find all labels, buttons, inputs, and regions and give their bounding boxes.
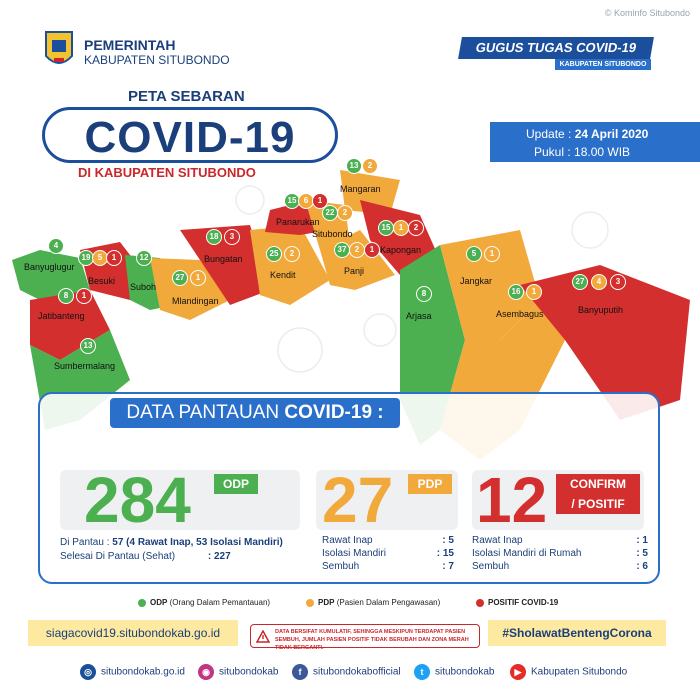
odp-line2-value: : 227: [207, 551, 231, 562]
pdp-row-label: Rawat Inap: [322, 535, 373, 546]
youtube-icon: ▶: [510, 664, 526, 680]
facebook-icon: f: [292, 664, 308, 680]
pin-besuki-odp: 19: [78, 250, 94, 266]
pin-mangaran-pdp: 2: [362, 158, 378, 174]
label-sumbermalang: Sumbermalang: [54, 361, 116, 371]
update-box: [490, 122, 700, 162]
legend-dot: [476, 599, 484, 607]
warning-text: DATA BERSIFAT KUMULATIF, SEHINGGA MESKIPUN TERDAPAT PASIEN SEMBUH, JUMLAH PASIEN POSITIF TIDAK BERUBAH DAN ZONA MERAH TIDAK BERGANTI.: [275, 629, 469, 651]
odp-number: 284: [84, 464, 191, 536]
pin-panarukan-pos: 1: [312, 193, 328, 209]
pin-jangkar-pdp: 1: [484, 246, 500, 262]
pukul-label: Pukul :: [534, 145, 571, 159]
pin-situbondo-pdp: 2: [337, 205, 353, 221]
gugus-tugas-sub: KABUPATEN SITUBONDO: [555, 59, 651, 70]
pin-asembagus-odp: 16: [508, 284, 524, 300]
pin-arjasa-odp: 8: [416, 286, 432, 302]
panel-title-plain: DATA PANTAUAN: [126, 402, 280, 423]
pin-panji-pos: 1: [364, 242, 380, 258]
pin-kapongan-pdp: 1: [393, 220, 409, 236]
label-bungatan: Bungatan: [204, 254, 243, 264]
pin-besuki-pos: 1: [106, 250, 122, 266]
pin-banyuputih-pdp: 4: [591, 274, 607, 290]
label-arjasa: Arjasa: [406, 311, 432, 321]
gov-line1: PEMERINTAH: [84, 37, 176, 53]
legend-dot: [138, 599, 146, 607]
legend-pdp: [306, 598, 440, 607]
globe-icon: ◎: [80, 664, 96, 680]
legend-positif: [476, 598, 558, 607]
pdp-row: [322, 560, 454, 573]
pdp-row-label: Sembuh: [322, 561, 360, 572]
pin-mangaran-odp: 13: [346, 158, 362, 174]
data-panel-title: [110, 398, 400, 428]
social-label: situbondokab.go.id: [101, 666, 185, 678]
pdp-stats: [322, 534, 454, 573]
pdp-row-value: : 15: [436, 548, 454, 559]
label-jangkar: Jangkar: [460, 276, 493, 286]
pdp-row: [322, 547, 454, 560]
twitter-icon: t: [414, 664, 430, 680]
pukul-time: 18.00 WIB: [574, 145, 631, 159]
title-peta: PETA SEBARAN: [128, 88, 245, 105]
odp-line2: [60, 550, 231, 563]
legend-key: ODP: [150, 598, 168, 607]
confirm-row: [472, 560, 648, 573]
pdp-row-label: Isolasi Mandiri: [322, 548, 386, 559]
pin-panji-pdp: 2: [349, 242, 365, 258]
label-kapongan: Kapongan: [380, 245, 422, 255]
pin-mlandingan-pdp: 1: [190, 270, 206, 286]
confirm-tag: CONFIRM: [556, 474, 640, 494]
odp-line1-label: Di Pantau :: [60, 537, 110, 548]
pin-jangkar-odp: 5: [466, 246, 482, 262]
confirm-row: [472, 534, 648, 547]
regency-logo: [44, 30, 74, 70]
label-panarukan: Panarukan: [276, 217, 320, 227]
social-label: situbondokabofficial: [313, 666, 401, 678]
legend-odp: [138, 598, 270, 607]
odp-line1-value: 57 (4 Rawat Inap, 53 Isolasi Mandiri): [112, 537, 283, 548]
pin-banyuputih-odp: 27: [572, 274, 588, 290]
pdp-number: 27: [322, 464, 394, 536]
label-banyuglugur: Banyuglugur: [24, 262, 75, 272]
pin-besuki-pdp: 5: [92, 250, 108, 266]
pin-suboh-odp: 12: [136, 250, 152, 266]
label-suboh: Suboh: [130, 282, 157, 292]
social-label: situbondokab: [219, 666, 279, 678]
social-twitter[interactable]: [414, 664, 495, 681]
social-youtube[interactable]: [510, 664, 627, 681]
pin-jatibanteng-odp: 8: [58, 288, 74, 304]
instagram-icon: ◉: [198, 664, 214, 680]
confirm-stats: [472, 534, 648, 573]
legend-key: POSITIF COVID-19: [488, 598, 559, 607]
pin-situbondo-odp: 22: [322, 205, 338, 221]
confirm-row-label: Sembuh: [472, 561, 510, 572]
pin-mlandingan-odp: 27: [172, 270, 188, 286]
label-situbondo: Situbondo: [312, 229, 353, 239]
confirm-row: [472, 547, 648, 560]
pin-kendit-odp: 25: [266, 246, 282, 262]
social-facebook[interactable]: [292, 664, 401, 681]
label-mlandingan: Mlandingan: [172, 296, 219, 306]
pin-panji-odp: 37: [334, 242, 350, 258]
gov-line2: KABUPATEN SITUBONDO: [84, 53, 230, 67]
odp-tag: ODP: [214, 474, 258, 494]
confirm-number: 12: [476, 464, 548, 536]
confirm-row-label: Rawat Inap: [472, 535, 523, 546]
legend-desc: (Orang Dalam Pemantauan): [169, 598, 271, 607]
confirm-tag2: / POSITIF: [556, 494, 640, 514]
pin-jatibanteng-pos: 1: [76, 288, 92, 304]
confirm-row-value: : 1: [636, 535, 648, 546]
pin-panarukan-pdp: 6: [298, 193, 314, 209]
pdp-row: [322, 534, 454, 547]
title-covid: COVID-19: [42, 107, 338, 163]
title-di: DI KABUPATEN SITUBONDO: [78, 165, 256, 180]
pin-kapongan-pos: 2: [408, 220, 424, 236]
pdp-row-value: : 5: [442, 535, 454, 546]
label-banyuputih: Banyuputih: [578, 305, 624, 315]
pin-kapongan-odp: 15: [378, 220, 394, 236]
website-url[interactable]: siagacovid19.situbondokab.go.id: [28, 620, 238, 646]
pin-banyuputih-pos: 3: [610, 274, 626, 290]
social-website[interactable]: [80, 664, 185, 681]
legend-key: PDP: [318, 598, 335, 607]
label-mangaran: Mangaran: [340, 184, 381, 194]
pin-kendit-pdp: 2: [284, 246, 300, 262]
social-label: situbondokab: [435, 666, 495, 678]
label-besuki: Besuki: [88, 276, 116, 286]
social-label: Kabupaten Situbondo: [531, 666, 628, 678]
social-instagram[interactable]: [198, 664, 279, 681]
panel-title-bold: COVID-19 :: [284, 402, 384, 423]
gugus-tugas-banner: GUGUS TUGAS COVID-19: [458, 37, 654, 59]
label-jatibanteng: Jatibanteng: [38, 311, 85, 321]
confirm-row-value: : 6: [636, 561, 648, 572]
confirm-row-label: Isolasi Mandiri di Rumah: [472, 548, 582, 559]
pdp-tag: PDP: [408, 474, 452, 494]
odp-line1: [60, 536, 283, 549]
hashtag: #SholawatBentengCorona: [488, 620, 666, 646]
credit-text: © Kominfo Situbondo: [604, 8, 690, 18]
label-panji: Panji: [344, 266, 365, 276]
label-asembagus: Asembagus: [496, 309, 544, 319]
pin-banyuglugur-odp: 4: [48, 238, 64, 254]
confirm-row-value: : 5: [636, 548, 648, 559]
cumulative-warning: [250, 624, 480, 651]
pin-sumbermalang-odp: 13: [80, 338, 96, 354]
pdp-row-value: : 7: [442, 561, 454, 572]
update-label: Update :: [526, 127, 572, 141]
warning-icon: [256, 630, 270, 643]
label-kendit: Kendit: [270, 270, 296, 280]
legend-dot: [306, 599, 314, 607]
legend-desc: (Pasien Dalam Pengawasan): [336, 598, 441, 607]
odp-line2-label: Selesai Di Pantau (Sehat): [60, 551, 176, 562]
pin-asembagus-pdp: 1: [526, 284, 542, 300]
pin-panarukan-odp: 15: [284, 193, 300, 209]
pin-bungatan-pos: 3: [224, 229, 240, 245]
update-date: 24 April 2020: [574, 127, 649, 141]
pin-bungatan-odp: 18: [206, 229, 222, 245]
